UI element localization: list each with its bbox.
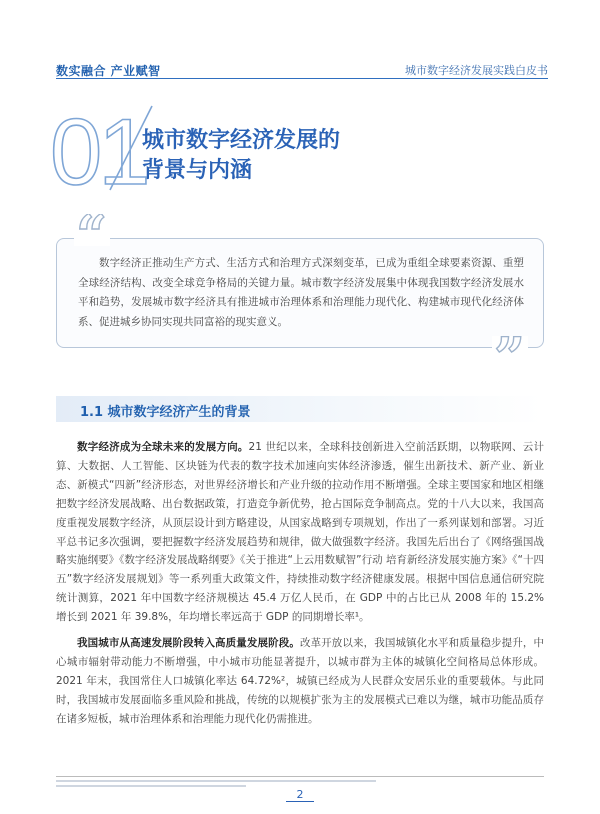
close-quote-icon bbox=[492, 336, 528, 368]
footnote-line bbox=[56, 785, 246, 787]
footnote-line bbox=[56, 780, 376, 782]
header-divider bbox=[56, 78, 548, 79]
open-quote-icon bbox=[74, 214, 110, 246]
paragraph-text: 21 世纪以来，全球科技创新进入空前活跃期，以物联网、云计算、大数据、人工智能、区块链为代表的数字技术加速向实体经济渗透，催生出新技术、新产业、新业态、新模式“四新”经济形态，对世界经济增长和产业升级的拉动作用不断增强。全球主要国家和地区相继把数字经济发展战略、出台数据政策，打造竞争新优势，抢占国际竞争制高点。党的十八大以来，我国高度重视发展数字经济，从顶层设计到方略建设，从国家战略到专项规划，作出了一系列谋划和部署。习近平总书记多次强调，要把握数字经济发展趋势和规律，做大做强数字经济。我国先后出台了《网络强国战略实施纲要》《数字经济发展战略纲要》《关于推进“上云用数赋智”行动 培育新经济发展实施方案》《“十四五”数字经济发展规划》等一系列重大政策文件，持续推动数字经济健康发展。根据中国信息通信研究院统计测算，2021 年中国数字经济规模达 45.4 万亿人民币，在 GDP 中的占比已从 2008 年的 15.2% 增长到 2021 年 39.8%，年均增长率远高于 GDP 的同期增长率¹。 bbox=[56, 441, 544, 624]
svg-text:“: “ bbox=[76, 214, 108, 246]
svg-text:”: ” bbox=[494, 336, 526, 368]
page-number-underline bbox=[286, 801, 314, 802]
footnotes-area bbox=[56, 776, 544, 787]
header-document-title: 城市数字经济发展实践白皮书 bbox=[405, 64, 548, 77]
paragraph-lead: 数字经济成为全球未来的发展方向。 bbox=[77, 441, 249, 453]
page-number: 2 bbox=[296, 788, 304, 801]
chapter-title-line1: 城市数字经济发展的 bbox=[142, 128, 341, 153]
chapter-title bbox=[142, 126, 340, 186]
paragraph-text: 改革开放以来，我国城镇化水平和质量稳步提升，中心城市辐射带动能力不断增强，中小城市功能显著提升，以城市群为主体的城镇化空间格局总体形成。2021 年末，我国常住人口城镇化率达 64.72%²，城镇已经成为人民群众安居乐业的重要载体。与此同时，我国城市发展面临多重风险和挑战，传统的以规模扩张为主的发展模式已难以为继，城市功能品质存在诸多短板，城市治理体系和治理能力现代化仍需推进。 bbox=[56, 637, 544, 725]
body-paragraph-2 bbox=[56, 634, 544, 772]
paragraph-lead: 我国城市从高速发展阶段转入高质量发展阶段。 bbox=[77, 637, 300, 649]
section-title: 1.1 城市数字经济产生的背景 bbox=[80, 405, 251, 420]
chapter-title-line2: 背景与内涵 bbox=[142, 158, 253, 183]
chapter-number: 01 bbox=[50, 104, 147, 192]
header-section-label: 数实融合 产业赋智 bbox=[56, 64, 161, 78]
body-paragraph-1 bbox=[56, 438, 544, 627]
intro-quote-text: 数字经济正推动生产方式、生活方式和治理方式深刻变革，已成为重组全球要素资源、重塑全球经济结构、改变全球竞争格局的关键力量。城市数字经济发展集中体现我国数字经济发展水平和趋势，发展城市数字经济具有推进城市治理体系和治理能力现代化、构建城市现代化经济体系、促进城乡协同实现共同富裕的现实意义。 bbox=[78, 257, 524, 328]
